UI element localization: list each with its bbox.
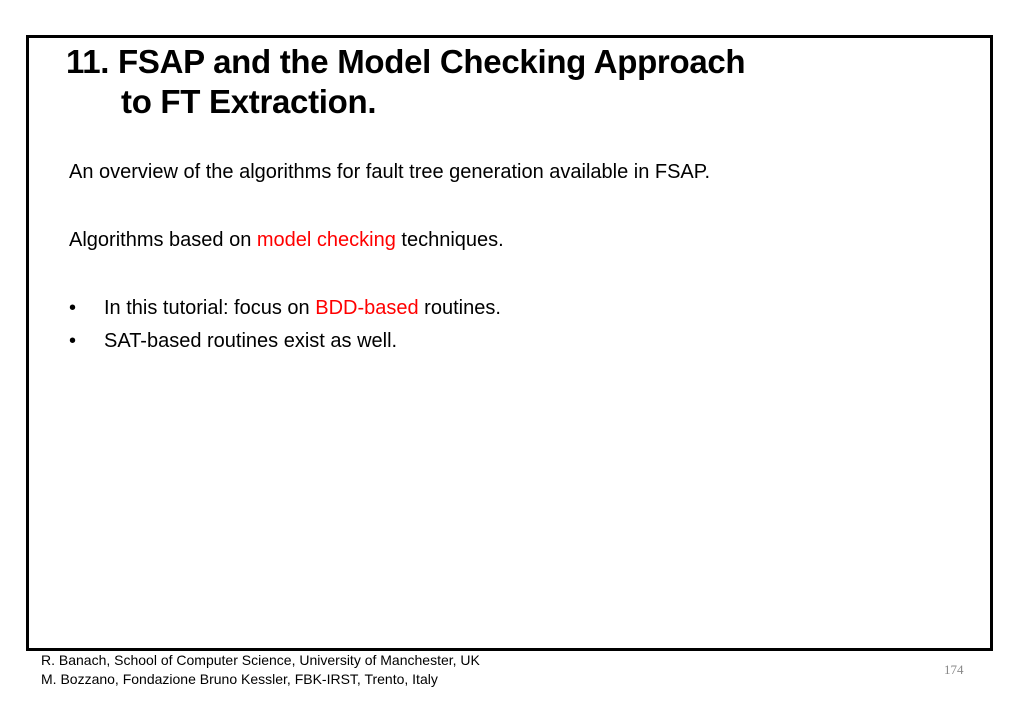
slide-title [66,42,745,122]
bullet-text: SAT-based routines exist as well. [104,330,398,352]
algorithms-paragraph [69,228,504,252]
bdd-based-highlight: BDD-based [315,297,419,319]
bullet-text-before: In this tutorial: focus on [104,297,316,319]
title-line-1: 11. FSAP and the Model Checking Approach [66,43,746,80]
overview-paragraph: An overview of the algorithms for fault tree generation available in FSAP. [69,161,711,183]
bullet-list [69,296,501,362]
bullet-item-bdd [69,296,501,320]
page-number: 174 [944,662,964,677]
bullet-item-sat [69,329,501,353]
bullet-text-after: routines. [418,297,501,319]
bullet-marker: • [69,297,77,319]
algorithms-text-after: techniques. [395,229,504,251]
footer-line-1: R. Banach, School of Computer Science, University of Manchester, UK [41,652,480,668]
footer-line-2: M. Bozzano, Fondazione Bruno Kessler, FBK-IRST, Trento, Italy [41,671,438,687]
bullet-marker: • [69,330,77,352]
algorithms-text-before: Algorithms based on [69,229,257,251]
footer-credits [41,651,480,689]
model-checking-highlight: model checking [256,229,396,251]
title-line-2: to FT Extraction. [121,83,377,120]
